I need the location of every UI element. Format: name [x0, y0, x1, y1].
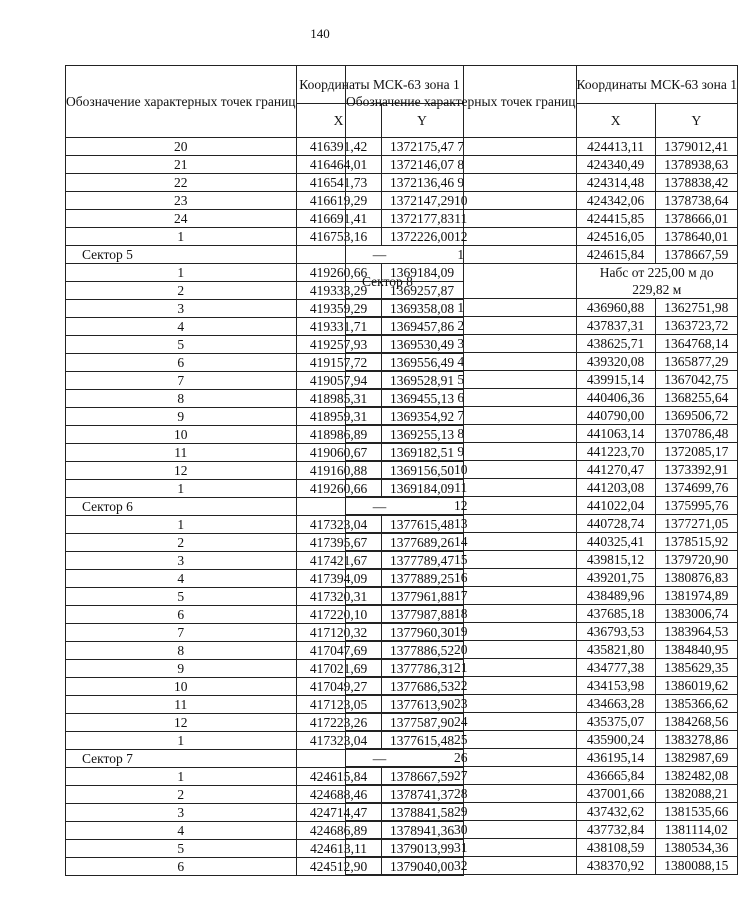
- point-number: 24: [66, 210, 297, 228]
- coord-x: 437732,84: [576, 821, 655, 839]
- coord-x: 439915,14: [576, 371, 655, 389]
- coord-y: 1377886,52: [381, 642, 463, 660]
- point-number: 1: [66, 480, 297, 498]
- coord-y: 1383006,74: [655, 605, 737, 623]
- point-number: 12: [346, 228, 577, 246]
- coord-y: 1383964,53: [655, 623, 737, 641]
- table-row: [346, 785, 738, 803]
- table-row: [346, 497, 738, 515]
- coord-y: 1382987,69: [655, 749, 737, 767]
- coord-y: 1379013,99: [381, 840, 463, 858]
- table-row: [346, 659, 738, 677]
- table-row: [346, 407, 738, 425]
- coord-y: 1384268,56: [655, 713, 737, 731]
- coord-x: 441270,47: [576, 461, 655, 479]
- coord-y: 1378741,37: [381, 786, 463, 804]
- sector-label: Сектор 7: [66, 750, 297, 768]
- coord-x: 437837,31: [576, 317, 655, 335]
- coord-x: 436793,53: [576, 623, 655, 641]
- coord-x: 424516,05: [576, 228, 655, 246]
- table-row: [346, 389, 738, 407]
- coord-y: 1379720,90: [655, 551, 737, 569]
- coord-y: 1372177,83: [381, 210, 463, 228]
- coord-y: 1372226,00: [381, 228, 463, 246]
- table-row: [346, 335, 738, 353]
- coord-y: 1378841,58: [381, 804, 463, 822]
- coord-x: 416541,73: [296, 174, 381, 192]
- coord-y: 1377789,47: [381, 552, 463, 570]
- coord-x: 441203,08: [576, 479, 655, 497]
- coord-x: 435375,07: [576, 713, 655, 731]
- point-number: 15: [346, 551, 577, 569]
- table-row: [346, 695, 738, 713]
- coord-y: 1386019,62: [655, 677, 737, 695]
- point-number: 5: [66, 840, 297, 858]
- coord-x: 437001,66: [576, 785, 655, 803]
- coord-y: 1378667,59: [655, 246, 737, 264]
- coord-y: 1377613,90: [381, 696, 463, 714]
- coord-y: 1378941,36: [381, 822, 463, 840]
- coord-x: 440325,41: [576, 533, 655, 551]
- sector-note: —: [296, 750, 463, 768]
- coord-y: 1378838,42: [655, 174, 737, 192]
- coord-y: 1372085,17: [655, 443, 737, 461]
- point-number: 2: [66, 282, 297, 300]
- coord-x: 417123,05: [296, 696, 381, 714]
- coord-x: 424714,47: [296, 804, 381, 822]
- table-row: [346, 174, 738, 192]
- coord-x: 418986,89: [296, 426, 381, 444]
- point-number: 4: [66, 570, 297, 588]
- table-row: [346, 713, 738, 731]
- coord-y: 1378667,59: [381, 768, 463, 786]
- point-number: 6: [66, 858, 297, 876]
- table-row: [346, 156, 738, 174]
- point-number: 23: [346, 695, 577, 713]
- coord-y: 1370786,48: [655, 425, 737, 443]
- point-number: 22: [66, 174, 297, 192]
- table-row: [346, 623, 738, 641]
- coord-x: 416691,41: [296, 210, 381, 228]
- coord-y: 1369455,13: [381, 390, 463, 408]
- coord-y: 1377889,25: [381, 570, 463, 588]
- sector-note: —: [296, 246, 463, 264]
- coord-x: 435821,80: [576, 641, 655, 659]
- point-number: 1: [66, 768, 297, 786]
- sector-label: Сектор 6: [66, 498, 297, 516]
- header-y: Y: [655, 104, 737, 138]
- coord-y: 1378738,64: [655, 192, 737, 210]
- point-number: 16: [346, 569, 577, 587]
- table-row: [346, 138, 738, 156]
- point-number: 6: [346, 389, 577, 407]
- table-row: [346, 731, 738, 749]
- coord-x: 438108,59: [576, 839, 655, 857]
- coord-x: 417421,67: [296, 552, 381, 570]
- point-number: 2: [346, 317, 577, 335]
- coord-x: 434777,38: [576, 659, 655, 677]
- table-row: [346, 605, 738, 623]
- point-number: 10: [346, 192, 577, 210]
- coord-y: 1369184,09: [381, 480, 463, 498]
- coord-x: 419157,72: [296, 354, 381, 372]
- coord-y: 1377786,31: [381, 660, 463, 678]
- coord-x: 417120,32: [296, 624, 381, 642]
- sector-label: Сектор 5: [66, 246, 297, 264]
- table-row: [346, 479, 738, 497]
- point-number: 10: [66, 678, 297, 696]
- point-number: 4: [66, 822, 297, 840]
- point-number: 7: [66, 372, 297, 390]
- coord-y: 1377587,90: [381, 714, 463, 732]
- coord-x: 441022,04: [576, 497, 655, 515]
- coord-y: 1377960,30: [381, 624, 463, 642]
- coord-x: 437432,62: [576, 803, 655, 821]
- point-number: 12: [346, 497, 577, 515]
- coord-y: 1377987,88: [381, 606, 463, 624]
- table-row: [346, 299, 738, 317]
- coord-y: 1377689,26: [381, 534, 463, 552]
- point-number: 11: [66, 444, 297, 462]
- point-number: 17: [346, 587, 577, 605]
- point-number: 11: [66, 696, 297, 714]
- table-row: [346, 210, 738, 228]
- point-number: 18: [346, 605, 577, 623]
- point-number: 1: [66, 228, 297, 246]
- page-number: 140: [310, 26, 330, 41]
- coord-x: 417323,04: [296, 732, 381, 750]
- coord-x: 434153,98: [576, 677, 655, 695]
- table-row: [346, 569, 738, 587]
- coord-x: 418985,31: [296, 390, 381, 408]
- coord-y: 1369354,92: [381, 408, 463, 426]
- coord-y: 1369457,86: [381, 318, 463, 336]
- point-number: 4: [346, 353, 577, 371]
- point-number: 27: [346, 767, 577, 785]
- coord-x: 438625,71: [576, 335, 655, 353]
- coord-y: 1365877,29: [655, 353, 737, 371]
- coord-y: 1377615,48: [381, 516, 463, 534]
- point-number: 5: [66, 588, 297, 606]
- point-number: 1: [66, 516, 297, 534]
- point-number: 7: [346, 407, 577, 425]
- point-number: 7: [66, 624, 297, 642]
- point-number: 23: [66, 192, 297, 210]
- coord-y: 1375995,76: [655, 497, 737, 515]
- coord-x: 417323,04: [296, 516, 381, 534]
- point-number: 21: [346, 659, 577, 677]
- coord-x: 440406,36: [576, 389, 655, 407]
- coord-y: 1369182,51: [381, 444, 463, 462]
- coord-y: 1369255,13: [381, 426, 463, 444]
- point-number: 30: [346, 821, 577, 839]
- coord-y: 1381535,66: [655, 803, 737, 821]
- coord-x: 424340,49: [576, 156, 655, 174]
- coord-y: 1379012,41: [655, 138, 737, 156]
- point-number: 9: [346, 443, 577, 461]
- coord-y: 1364768,14: [655, 335, 737, 353]
- header-y: Y: [381, 104, 463, 138]
- header-coordinates-title: Координаты МСК-63 зона 1: [576, 66, 737, 104]
- sector-note: —: [296, 498, 463, 516]
- point-number: 2: [66, 786, 297, 804]
- coord-x: 441063,14: [576, 425, 655, 443]
- coord-y: 1369184,09: [381, 264, 463, 282]
- coord-y: 1378938,63: [655, 156, 737, 174]
- coord-x: 417223,26: [296, 714, 381, 732]
- coord-y: 1383278,86: [655, 731, 737, 749]
- coord-y: 1382482,08: [655, 767, 737, 785]
- coord-y: 1363723,72: [655, 317, 737, 335]
- point-number: 9: [346, 174, 577, 192]
- point-number: 1: [346, 299, 577, 317]
- point-number: 4: [66, 318, 297, 336]
- coord-x: 436195,14: [576, 749, 655, 767]
- point-number: 22: [346, 677, 577, 695]
- point-number: 3: [66, 552, 297, 570]
- header-coordinates-title: Координаты МСК-63 зона 1: [296, 66, 463, 104]
- coord-x: 416391,42: [296, 138, 381, 156]
- point-number: 3: [66, 804, 297, 822]
- point-number: 13: [346, 515, 577, 533]
- table-row: [346, 839, 738, 857]
- coord-x: 436665,84: [576, 767, 655, 785]
- coord-x: 424613,11: [296, 840, 381, 858]
- table-row: [346, 192, 738, 210]
- header-x: X: [576, 104, 655, 138]
- point-number: 1: [346, 246, 577, 264]
- table-row: [346, 749, 738, 767]
- coord-x: 419359,29: [296, 300, 381, 318]
- coord-x: 419260,66: [296, 264, 381, 282]
- coord-y: 1378666,01: [655, 210, 737, 228]
- coord-y: 1378640,01: [655, 228, 737, 246]
- point-number: 7: [346, 138, 577, 156]
- coord-x: 424688,46: [296, 786, 381, 804]
- coord-y: 1369528,91: [381, 372, 463, 390]
- coord-x: 424512,90: [296, 858, 381, 876]
- coord-x: 416753,16: [296, 228, 381, 246]
- coord-x: 417320,31: [296, 588, 381, 606]
- table-row: [346, 767, 738, 785]
- point-number: 3: [346, 335, 577, 353]
- coord-x: 440790,00: [576, 407, 655, 425]
- point-number: 20: [346, 641, 577, 659]
- point-number: 24: [346, 713, 577, 731]
- coord-y: 1362751,98: [655, 299, 737, 317]
- coord-y: 1369257,87: [381, 282, 463, 300]
- coord-y: 1372175,47: [381, 138, 463, 156]
- coord-x: 417049,27: [296, 678, 381, 696]
- coord-y: 1369156,50: [381, 462, 463, 480]
- coord-y: 1384840,95: [655, 641, 737, 659]
- table-row: [346, 371, 738, 389]
- table-row: [346, 803, 738, 821]
- coord-x: 424314,48: [576, 174, 655, 192]
- coord-y: 1377961,88: [381, 588, 463, 606]
- point-number: 8: [66, 390, 297, 408]
- coord-y: 1380088,15: [655, 857, 737, 875]
- coord-y: 1369556,49: [381, 354, 463, 372]
- point-number: 1: [66, 264, 297, 282]
- point-number: 21: [66, 156, 297, 174]
- coord-x: 439201,75: [576, 569, 655, 587]
- coord-x: 419057,94: [296, 372, 381, 390]
- coord-x: 417395,67: [296, 534, 381, 552]
- coord-x: 424615,84: [576, 246, 655, 264]
- point-number: 10: [66, 426, 297, 444]
- coord-x: 417220,10: [296, 606, 381, 624]
- header-point-designation: Обозначение характерных точек границ: [346, 66, 577, 138]
- table-row: [346, 821, 738, 839]
- point-number: 29: [346, 803, 577, 821]
- point-number: 28: [346, 785, 577, 803]
- coord-x: 416464,01: [296, 156, 381, 174]
- table-row: [346, 677, 738, 695]
- coord-y: 1377686,53: [381, 678, 463, 696]
- coord-y: 1385366,62: [655, 695, 737, 713]
- coord-y: 1381974,89: [655, 587, 737, 605]
- coord-y: 1380534,36: [655, 839, 737, 857]
- coord-y: 1377271,05: [655, 515, 737, 533]
- table-row: [346, 515, 738, 533]
- coordinates-table-right: [345, 65, 738, 875]
- point-number: 5: [346, 371, 577, 389]
- header-point-designation: Обозначение характерных точек границ: [66, 66, 297, 138]
- table-row: [346, 425, 738, 443]
- coord-x: 438489,96: [576, 587, 655, 605]
- point-number: 9: [66, 408, 297, 426]
- point-number: 25: [346, 731, 577, 749]
- coord-y: 1373392,91: [655, 461, 737, 479]
- coord-x: 424413,11: [576, 138, 655, 156]
- table-row: [346, 533, 738, 551]
- coord-x: 439815,12: [576, 551, 655, 569]
- coord-y: 1382088,21: [655, 785, 737, 803]
- table-body-right: [346, 138, 738, 875]
- coord-y: 1385629,35: [655, 659, 737, 677]
- point-number: 8: [346, 425, 577, 443]
- coord-x: 417047,69: [296, 642, 381, 660]
- point-number: 1: [66, 732, 297, 750]
- coord-x: 417021,69: [296, 660, 381, 678]
- coord-x: 437685,18: [576, 605, 655, 623]
- coord-x: 436960,88: [576, 299, 655, 317]
- coord-x: 440728,74: [576, 515, 655, 533]
- coord-x: 419260,66: [296, 480, 381, 498]
- sector-label: Сектор 8: [346, 264, 577, 299]
- point-number: 12: [66, 462, 297, 480]
- table-row: [346, 641, 738, 659]
- header-x: X: [296, 104, 381, 138]
- point-number: 14: [346, 533, 577, 551]
- point-number: 11: [346, 479, 577, 497]
- point-number: 8: [66, 642, 297, 660]
- point-number: 32: [346, 857, 577, 875]
- point-number: 26: [346, 749, 577, 767]
- coord-x: 441223,70: [576, 443, 655, 461]
- coord-y: 1372146,07: [381, 156, 463, 174]
- coord-y: 1378515,92: [655, 533, 737, 551]
- point-number: 9: [66, 660, 297, 678]
- coord-x: 419160,88: [296, 462, 381, 480]
- coord-x: 424686,89: [296, 822, 381, 840]
- point-number: 3: [66, 300, 297, 318]
- point-number: 12: [66, 714, 297, 732]
- coord-x: 438370,92: [576, 857, 655, 875]
- coord-x: 419060,67: [296, 444, 381, 462]
- coord-y: 1372147,29: [381, 192, 463, 210]
- coord-x: 417394,09: [296, 570, 381, 588]
- coord-y: 1377615,48: [381, 732, 463, 750]
- table-row: [346, 857, 738, 875]
- table-row: [346, 353, 738, 371]
- table-row: [346, 317, 738, 335]
- table-row: [346, 246, 738, 264]
- coord-y: 1379040,00: [381, 858, 463, 876]
- point-number: 8: [346, 156, 577, 174]
- point-number: 5: [66, 336, 297, 354]
- point-number: 10: [346, 461, 577, 479]
- coord-x: 416619,29: [296, 192, 381, 210]
- point-number: 2: [66, 534, 297, 552]
- coord-x: 424342,06: [576, 192, 655, 210]
- table-row: [346, 551, 738, 569]
- point-number: 6: [66, 606, 297, 624]
- table-row: [346, 587, 738, 605]
- table-row: [346, 461, 738, 479]
- coord-y: 1380876,83: [655, 569, 737, 587]
- coord-x: 419331,71: [296, 318, 381, 336]
- point-number: 20: [66, 138, 297, 156]
- coord-y: 1367042,75: [655, 371, 737, 389]
- point-number: 19: [346, 623, 577, 641]
- coord-x: 424615,84: [296, 768, 381, 786]
- sector-note: Набс от 225,00 м до 229,82 м: [576, 264, 737, 299]
- coord-x: 439320,08: [576, 353, 655, 371]
- coord-x: 434663,28: [576, 695, 655, 713]
- coord-y: 1372136,46: [381, 174, 463, 192]
- table-row: [346, 443, 738, 461]
- coord-x: 435900,24: [576, 731, 655, 749]
- coord-y: 1369506,72: [655, 407, 737, 425]
- coord-x: 419257,93: [296, 336, 381, 354]
- coord-y: 1369358,08: [381, 300, 463, 318]
- coord-y: 1374699,76: [655, 479, 737, 497]
- point-number: 11: [346, 210, 577, 228]
- coord-x: 419333,29: [296, 282, 381, 300]
- coord-y: 1368255,64: [655, 389, 737, 407]
- coord-x: 418959,31: [296, 408, 381, 426]
- coord-x: 424415,85: [576, 210, 655, 228]
- point-number: 31: [346, 839, 577, 857]
- coord-y: 1381114,02: [655, 821, 737, 839]
- point-number: 6: [66, 354, 297, 372]
- coord-y: 1369530,49: [381, 336, 463, 354]
- sector-row: [346, 264, 738, 299]
- table-row: [346, 228, 738, 246]
